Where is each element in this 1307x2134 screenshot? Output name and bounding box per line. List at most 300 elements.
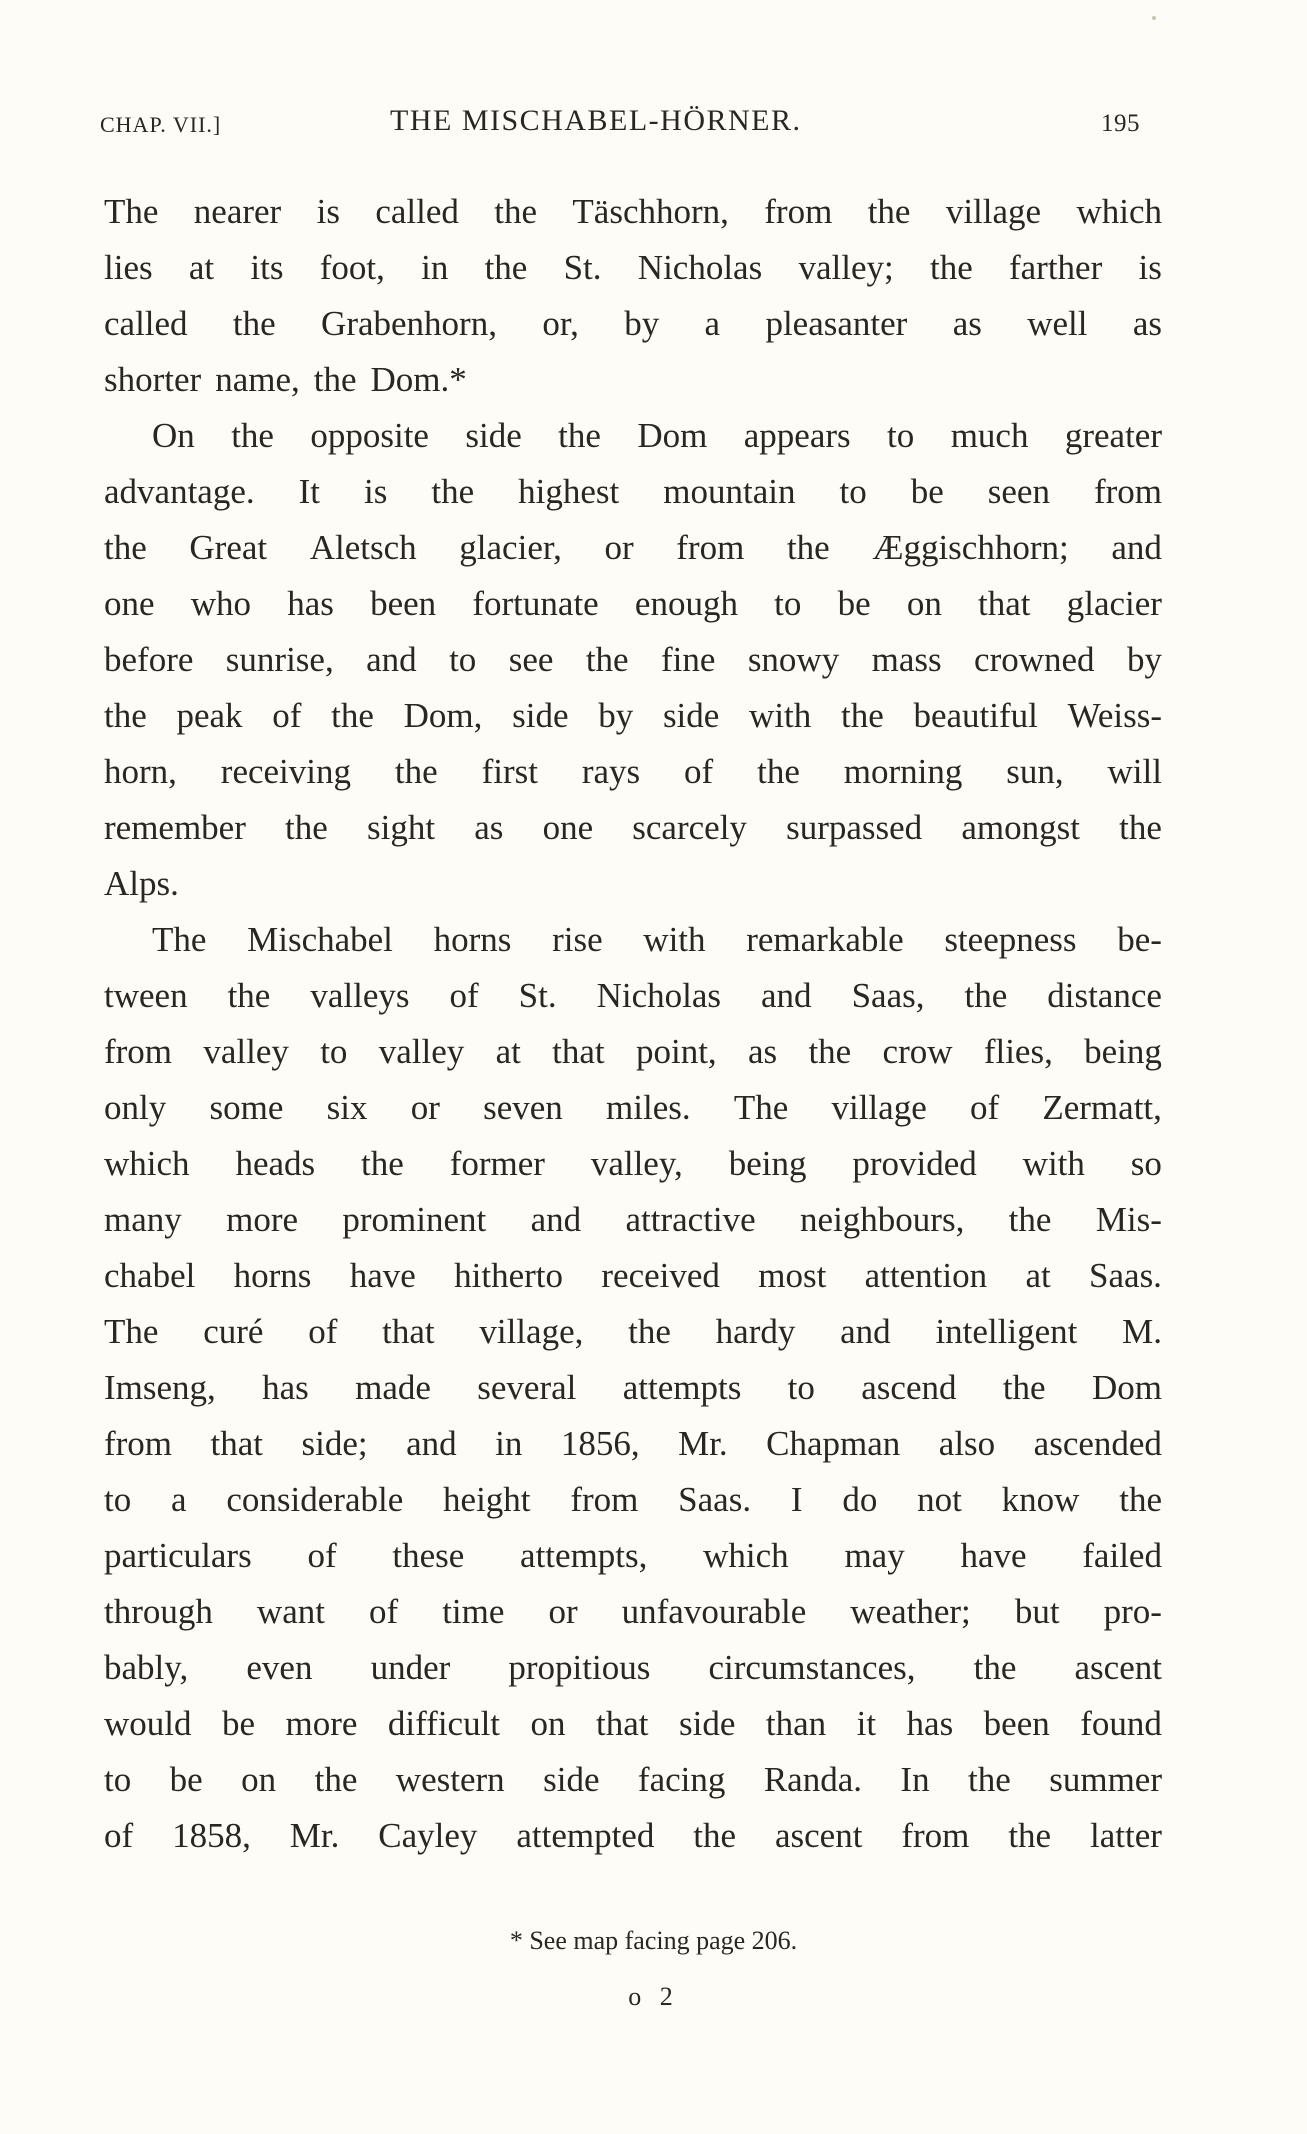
word: neighbours, [800,1200,965,1239]
word: sun, [1006,752,1064,791]
word: is [364,472,388,511]
text-line [104,1304,1162,1360]
word: do [842,1480,878,1519]
word: scarcely [632,808,747,847]
word: The [104,1312,159,1351]
word: side [465,416,522,455]
word: attractive [625,1200,756,1239]
word: or [548,1592,578,1631]
word: before [104,640,194,679]
text-line [104,632,1162,688]
word: that [596,1704,649,1743]
word: of [969,1088,1000,1127]
word: being [728,1144,807,1183]
word: heads [235,1144,316,1183]
word: by [1126,640,1162,679]
word: summer [1049,1760,1162,1799]
word: valleys [310,976,410,1015]
word: sunrise, [225,640,334,679]
word: attention [864,1256,988,1295]
word: most [758,1256,827,1295]
text-line [104,1808,1162,1864]
word: the [361,1144,404,1183]
text-line [104,184,1162,240]
footnote: * See map facing page 206. [509,1926,798,1955]
word: Täschhorn, [572,192,729,231]
word: the [313,360,357,399]
word: sight [366,808,436,847]
word: which [703,1536,789,1575]
word: valley [378,1032,465,1071]
text-line [104,1696,1162,1752]
word: has [287,584,334,623]
word: also [938,1424,996,1463]
word: the [558,416,601,455]
word: ascent [774,1816,863,1855]
word: been [370,584,437,623]
word: flies, [983,1032,1053,1071]
word: propitious [508,1648,651,1687]
text-line [104,1024,1162,1080]
text-line [104,352,1162,408]
word: hardy [715,1312,796,1351]
word: received [601,1256,720,1295]
word: side; [301,1424,368,1463]
word: but [1014,1592,1060,1631]
word: the [808,1032,852,1071]
word: more [285,1704,358,1743]
word: village [831,1088,927,1127]
text-line [104,1360,1162,1416]
word: mountain [663,472,796,511]
word: Nicholas [637,248,763,287]
word: under [370,1648,451,1687]
word: 1856, [560,1424,640,1463]
word: ascended [1033,1424,1162,1463]
word: farther [1008,248,1103,287]
word: that [978,584,1031,623]
word: lies [104,248,153,287]
text-line [104,744,1162,800]
word: Randa. [763,1760,862,1799]
word: be [169,1760,203,1799]
text-line [104,1752,1162,1808]
word: curé [203,1312,264,1351]
word: ascend [861,1368,957,1407]
word: and [761,976,812,1015]
text-line [104,1584,1162,1640]
word: On [152,416,195,455]
word: being [1084,1032,1162,1071]
word: would [104,1704,192,1743]
word: valley, [590,1144,683,1183]
word: as [952,304,982,343]
word: first [481,752,538,791]
word: by [624,304,660,343]
word: to [104,1480,132,1519]
word: enough [634,584,738,623]
word: name, [215,360,300,399]
word: many [104,1200,182,1239]
word: of [308,1312,338,1351]
word: the [867,192,911,231]
word: Zermatt, [1042,1088,1162,1127]
text-line [104,1472,1162,1528]
word: side [678,1704,736,1743]
word: the [104,696,147,735]
word: by [598,696,634,735]
word: has [906,1704,954,1743]
word: or [410,1088,440,1127]
word: attempted [516,1816,655,1855]
word: that [210,1424,264,1463]
word: the [314,1760,358,1799]
word: greater [1064,416,1162,455]
text-line [104,296,1162,352]
word: rise [552,920,603,959]
page-title: THE MISCHABEL-HÖRNER. [390,104,802,137]
word: the [964,976,1008,1015]
word: its [250,248,284,287]
word: as [1132,304,1162,343]
word: the [494,192,538,231]
word: Cayley [378,1816,478,1855]
word: from [676,528,745,567]
word: Mis- [1095,1200,1162,1239]
word: it [856,1704,877,1743]
word: glacier, [459,528,562,567]
word: attempts, [520,1536,648,1575]
word: the [585,640,629,679]
word: morning [843,752,963,791]
word: that [552,1032,605,1071]
word: not [917,1480,962,1519]
word: as [474,808,504,847]
word: crow [882,1032,953,1071]
body-text [104,184,1162,1864]
word: of [307,1536,337,1575]
word: Grabenhorn, [321,304,497,343]
word: pleasanter [765,304,908,343]
word: western [395,1760,505,1799]
word: facing [637,1760,726,1799]
word: be [221,1704,256,1743]
word: who [190,584,252,623]
word: much [950,416,1029,455]
word: to [320,1032,348,1071]
word: Dom [637,416,708,455]
word: so [1130,1144,1162,1183]
word: provided [852,1144,977,1183]
word: the [757,752,800,791]
text-line [104,408,1162,464]
word: the [841,696,884,735]
word: time [442,1592,505,1631]
word: called [104,304,188,343]
page-number: 195 [1101,110,1140,137]
text-line [104,1416,1162,1472]
word: I [790,1480,803,1519]
word: have [960,1536,1027,1575]
word: receiving [220,752,352,791]
word: six [326,1088,368,1127]
word: valley [203,1032,289,1071]
word: former [449,1144,545,1183]
word: know [1001,1480,1080,1519]
word: from [1093,472,1162,511]
word: these [392,1536,465,1575]
word: on [530,1704,566,1743]
word: from [570,1480,639,1519]
word: remember [104,808,246,847]
word: be [837,584,871,623]
text-line [104,520,1162,576]
word: with [749,696,812,735]
word: steepness [944,920,1077,959]
word: beautiful [913,696,1038,735]
word: horns [433,920,512,959]
text-line [104,1528,1162,1584]
word: at [188,248,215,287]
word: want [256,1592,325,1631]
word: that [382,1312,435,1351]
word: opposite [310,416,429,455]
word: or [604,528,634,567]
word: Saas. [678,1480,752,1519]
word: prominent [342,1200,487,1239]
word: Dom, [403,696,483,735]
word: Saas. [1089,1256,1162,1295]
word: the [929,248,973,287]
word: attempts [622,1368,742,1407]
word: which [104,1144,190,1183]
word: to [774,584,802,623]
word: of [272,696,302,735]
word: It [298,472,321,511]
word: Mischabel [247,920,393,959]
word: The [152,920,207,959]
word: the [1119,1480,1162,1519]
word: to [449,640,477,679]
word: Imseng, [104,1368,216,1407]
word: Weiss- [1067,696,1162,735]
word: considerable [226,1480,404,1519]
word: foot, [319,248,385,287]
word: difficult [387,1704,501,1743]
word: the [104,528,147,567]
word: highest [518,472,620,511]
word: side [662,696,720,735]
word: Alps. [104,864,179,903]
word: rays [581,752,641,791]
word: the [1119,808,1162,847]
text-line [104,800,1162,856]
word: the [786,528,830,567]
word: latter [1090,1816,1162,1855]
word: horns [233,1256,312,1295]
word: fortunate [472,584,599,623]
word: 1858, [172,1816,251,1855]
word: Mr. [678,1424,728,1463]
word: may [844,1536,905,1575]
word: unfavourable [621,1592,807,1631]
word: village, [479,1312,584,1351]
word: ascent [1074,1648,1162,1687]
word: to [787,1368,815,1407]
word: circumstances, [708,1648,916,1687]
word: tween [104,976,188,1015]
word: with [1022,1144,1085,1183]
word: distance [1047,976,1162,1015]
word: bably, [104,1648,189,1687]
word: only [104,1088,167,1127]
text-line [104,576,1162,632]
word: the [232,304,276,343]
word: peak [176,696,243,735]
word: as [747,1032,778,1071]
word: chabel [104,1256,196,1295]
word: the [628,1312,671,1351]
word: hitherto [454,1256,564,1295]
word: well [1027,304,1088,343]
text-line [104,240,1162,296]
word: Mr. [289,1816,340,1855]
text-line [104,1136,1162,1192]
word: is [1138,248,1162,287]
word: and [1111,528,1162,567]
word: In [900,1760,930,1799]
word: in [495,1424,523,1463]
word: found [1080,1704,1162,1743]
text-line [104,688,1162,744]
word: on [906,584,942,623]
word: the [227,976,271,1015]
word: of [104,1816,134,1855]
word: crowned [974,640,1095,679]
word: and [406,1424,457,1463]
word: village [945,192,1042,231]
word: weather; [850,1592,971,1631]
word: side [543,1760,600,1799]
word: valley; [798,248,894,287]
word: a [704,304,721,343]
word: in [421,248,449,287]
text-line [104,464,1162,520]
word: the [1008,1200,1052,1239]
word: some [209,1088,284,1127]
word: the [973,1648,1017,1687]
word: the [231,416,274,455]
word: the [1008,1816,1052,1855]
word: to [887,416,915,455]
word: and [366,640,417,679]
text-line [104,1248,1162,1304]
signature-mark: o 2 [628,1982,679,2011]
word: at [1025,1256,1051,1295]
word: or, [542,304,579,343]
word: to [839,472,867,511]
word: St. [563,248,602,287]
word: The [104,192,159,231]
word: one [542,808,594,847]
word: fine [660,640,716,679]
word: nearer [193,192,282,231]
word: amongst [961,808,1080,847]
word: side [512,696,569,735]
word: from [764,192,833,231]
word: the [484,248,528,287]
word: even [246,1648,313,1687]
word: have [349,1256,416,1295]
word: Æggischhorn; [872,528,1069,567]
word: be [910,472,944,511]
word: Great [189,528,268,567]
word: remarkable [746,920,904,959]
paper-speck [1152,16,1156,20]
word: which [1076,192,1162,231]
word: the [968,1760,1011,1799]
word: is [316,192,340,231]
word: and [530,1200,582,1239]
word: Dom.* [370,360,467,399]
word: more [226,1200,299,1239]
word: one [104,584,155,623]
word: The [733,1088,789,1127]
word: and [840,1312,891,1351]
word: has [262,1368,309,1407]
word: the [285,808,328,847]
word: Nicholas [596,976,722,1015]
word: St. [518,976,557,1015]
word: Dom [1091,1368,1162,1407]
word: failed [1082,1536,1162,1575]
word: seven [483,1088,563,1127]
word: advantage. [104,472,255,511]
word: Saas, [851,976,925,1015]
word: of [684,752,714,791]
word: particulars [104,1536,252,1575]
word: appears [743,416,851,455]
word: of [369,1592,399,1631]
word: surpassed [786,808,923,847]
word: several [477,1368,577,1407]
word: shorter [104,360,202,399]
word: intelligent [935,1312,1078,1351]
word: pro- [1103,1592,1162,1631]
word: called [375,192,459,231]
text-line [104,1080,1162,1136]
word: height [443,1480,531,1519]
word: through [104,1592,213,1631]
text-line [104,968,1162,1024]
word: the [331,696,374,735]
word: at [495,1032,521,1071]
word: a [171,1480,187,1519]
word: miles. [606,1088,691,1127]
word: snowy [747,640,840,679]
word: the [1002,1368,1046,1407]
word: mass [871,640,942,679]
word: glacier [1066,584,1162,623]
word: been [983,1704,1050,1743]
word: from [901,1816,970,1855]
chapter-label: CHAP. VII.] [100,112,222,137]
word: seen [987,472,1050,511]
word: from [104,1032,173,1071]
word: made [355,1368,431,1407]
word: the [693,1816,737,1855]
word: see [508,640,554,679]
